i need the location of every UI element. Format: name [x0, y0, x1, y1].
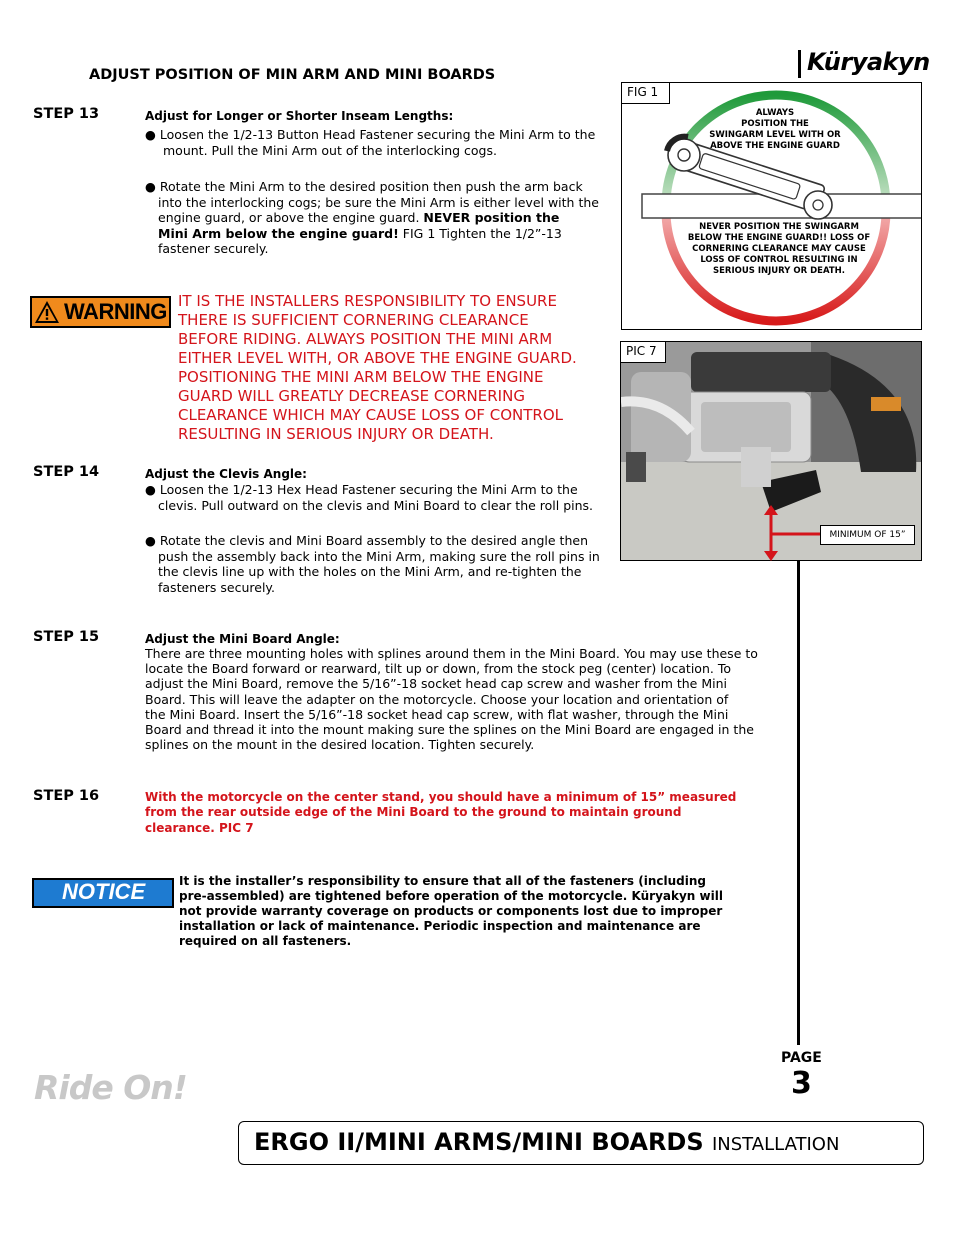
warning-text: IT IS THE INSTALLERS RESPONSIBILITY TO ENSURE THERE IS SUFFICIENT CORNERING CLEARANCE BEFORE RIDING. ALWAYS POSITION THE MINI ARM EITHER LEVEL WITH, OR ABOVE THE ENGINE GUARD. POSITIONING THE MINI ARM BELOW THE ENGINE GUARD WILL GREATLY DECREASE CORNERING CLEARANCE WHICH MAY CAUSE LOSS OF CONTROL RESULTING IN SERIOUS INJURY OR DEATH.: [178, 292, 577, 443]
section-title: ADJUST POSITION OF MIN ARM AND MINI BOARDS: [89, 67, 496, 83]
step-15-heading: Adjust the Mini Board Angle:: [145, 632, 340, 646]
step-14-heading: Adjust the Clevis Angle:: [145, 467, 307, 481]
page-label: PAGE: [781, 1050, 822, 1066]
fig-1-bottom-text-5: SERIOUS INJURY OR DEATH.: [712, 266, 846, 276]
fig-1-top-text-4: ABOVE THE ENGINE GUARD: [710, 141, 840, 151]
measure-arrow-icon: [760, 505, 822, 561]
fig-1-bottom-text-4: LOSS OF CONTROL RESULTING IN: [700, 255, 858, 265]
step-13-bullet-2: ● Rotate the Mini Arm to the desired position then push the arm back into the interlocking cogs; be sure the Mini Arm is either level with the engine guard, or above the engine guard. NEVER position the Mini Arm below the engine guard! FIG 1 Tighten the 1/2”-13 fastener securely.: [145, 179, 599, 257]
bullet-dot: ●: [145, 482, 160, 497]
bullet-dot: ●: [145, 533, 160, 548]
footer-subtitle: INSTALLATION: [711, 1134, 840, 1155]
ride-on-tagline: Ride On!: [34, 1068, 187, 1107]
notice-text: It is the installer’s responsibility to ensure that all of the fasteners (including pre-assembled) are tightened before operation of the motorcycle. Küryakyn will not provide warranty coverage on products or components lost due to improper installation or lack of maintenance. Periodic inspection and maintenance are required on all fasteners.: [179, 874, 723, 948]
warning-triangle-icon: [34, 300, 60, 324]
pic-7-label: PIC 7: [620, 341, 666, 363]
footer-title: ERGO II/MINI ARMS/MINI BOARDS INSTALLATION: [254, 1128, 840, 1156]
fig-1-label: FIG 1: [621, 82, 670, 104]
fig-1-top-text-2: POSITION THE: [741, 119, 809, 129]
step-13-bullet-1: ● Loosen the 1/2-13 Button Head Fastener securing the Mini Arm to the mount. Pull the Mini Arm out of the interlocking cogs.: [145, 127, 596, 158]
step-14-label: STEP 14: [33, 464, 100, 480]
step-15-body: There are three mounting holes with splines around them in the Mini Board. You may use these to locate the Board forward or rearward, tilt up or down, from the stock peg (center) location. To adjust the Mini Board, remove the 5/16”-18 socket head cap screw and washer from the Mini Board. This will leave the adapter on the motorcycle. Choose your location and orientation of the Mini Board. Insert the 5/16”-18 socket head cap screw, with flat washer, through the Mini Board and thread it into the mount making sure the splines on the Mini Board are engaged in the splines on the mount in the desired location. Tighten securely.: [145, 646, 758, 753]
step-16-text: With the motorcycle on the center stand, you should have a minimum of 15” measured from the rear outside edge of the Mini Board to the ground to maintain ground clearance. PIC 7: [145, 790, 737, 835]
step-14-bullet-1: ● Loosen the 1/2-13 Hex Head Fastener securing the Mini Arm to the clevis. Pull outward on the clevis and Mini Board to clear the roll pins.: [145, 482, 594, 513]
brand-logo: Küryakyn: [807, 48, 930, 76]
step-13-heading: Adjust for Longer or Shorter Inseam Lengths:: [145, 109, 454, 123]
fig-1-diagram: [621, 82, 922, 330]
fig-1-illustration: [622, 83, 922, 330]
fig-1-bottom-text-3: CORNERING CLEARANCE MAY CAUSE: [692, 244, 866, 254]
header-divider: [798, 50, 801, 78]
fig-1-bottom-text-1: NEVER POSITION THE SWINGARM: [699, 222, 859, 232]
fig-1-top-text-1: ALWAYS: [755, 108, 795, 118]
step-13-label: STEP 13: [33, 106, 100, 122]
fig-1-bottom-text-2: BELOW THE ENGINE GUARD!! LOSS OF: [687, 233, 871, 243]
bullet-dot: ●: [145, 179, 160, 194]
step-16-label: STEP 16: [33, 788, 100, 804]
step-15-label: STEP 15: [33, 629, 100, 645]
step-14-bullet-2: ● Rotate the clevis and Mini Board assembly to the desired angle then push the assembly back into the Mini Arm, making sure the roll pins in the clevis line up with the holes on the Mini Arm, and re-tighten the fasteners securely.: [145, 533, 600, 595]
minimum-measure-label: MINIMUM OF 15”: [820, 525, 915, 545]
fig-1-top-text-3: SWINGARM LEVEL WITH OR: [709, 130, 841, 140]
page-number: 3: [791, 1066, 812, 1101]
warning-label: WARNING: [64, 299, 167, 324]
bullet-dot: ●: [145, 127, 160, 142]
notice-label: NOTICE: [62, 879, 146, 904]
page-divider: [797, 560, 800, 1045]
